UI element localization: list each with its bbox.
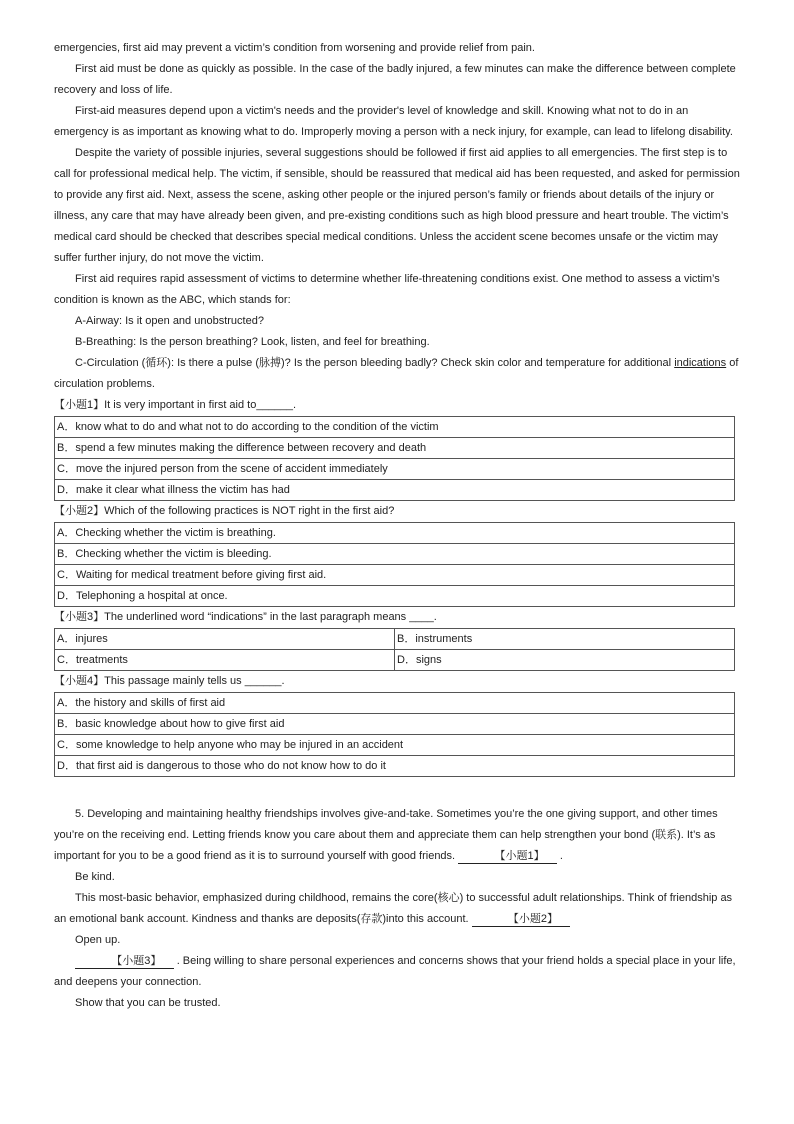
circulation-text-end: of circulation problems.: [54, 357, 739, 390]
question-3-options: [54, 628, 735, 671]
passage5-heading-trusted: Show that you can be trusted.: [75, 997, 221, 1009]
passage5-paragraph-3: [54, 951, 740, 993]
passage5-heading-open-up: Open up.: [75, 934, 121, 946]
passage4-paragraph: First aid requires rapid assessment of victims to determine whether life-threatening conditions exist. One method to assess a victim’s condition is known as the ABC, which stands for:: [54, 273, 720, 306]
passage5-text-end: .: [556, 850, 563, 862]
blank-label: 【小题1】: [494, 850, 545, 862]
question-1-option-a[interactable]: A．know what to do and what not to do according to the condition of the victim: [55, 417, 735, 438]
question-2-options: [54, 522, 735, 607]
passage4-paragraph: First aid must be done as quickly as possible. In the case of the badly injured, a few minutes can make the difference between complete recovery and loss of life.: [54, 63, 736, 96]
question-3-title: 【小题3】The underlined word “indications” in the last paragraph means ____.: [54, 611, 437, 623]
passage5-text: 5. Developing and maintaining healthy friendships involves give-and-take. Sometimes you’re the one giving support, and other times you’re on the receiving end. Letting friends know you care about them and appreciate them can help strengthen your bond (联系). It’s as important for you to be a good friend as it is to surround yourself with good friends.: [54, 808, 718, 862]
circulation-text: C-Circulation (循环): Is there a pulse (脉搏)? Is the person bleeding badly? Check skin color and temperature for additional: [75, 357, 675, 369]
answer-blank-2[interactable]: [472, 912, 571, 927]
passage4-paragraph: Despite the variety of possible injuries, several suggestions should be followed if first aid applies to all emergencies. The first step is to call for professional medical help. The victim, if sensible, should be reassured that medical aid has been requested, and asked for permission to provide any first aid. Next, assess the scene, asking other people or the injured person’s family or friends about details of the injury or illness, any care that may have already been given, and pre-existing conditions such as high blood pressure and heart trouble. The victim’s medical card should be checked that describes special medical conditions. Unless the accident scene becomes unsafe or the victim may suffer further injury, do not move the victim.: [54, 147, 740, 264]
underlined-word-indications: indications: [674, 357, 727, 369]
abc-breathing: B-Breathing: Is the person breathing? Look, listen, and feel for breathing.: [75, 336, 430, 348]
passage5-text: . Being willing to share personal experiences and concerns shows that your friend holds a special place in your life, and deepens your connection.: [54, 955, 736, 988]
abc-circulation: [54, 353, 740, 395]
question-1-option-d[interactable]: D．make it clear what illness the victim has had: [55, 480, 735, 501]
question-3-option-d[interactable]: D．signs: [395, 650, 735, 671]
question-3-option-b[interactable]: B．instruments: [395, 629, 735, 650]
question-1-title: 【小题1】It is very important in first aid to______.: [54, 399, 297, 411]
question-4-title: 【小题4】This passage mainly tells us ______.: [54, 675, 285, 687]
question-1-options: [54, 416, 735, 501]
answer-blank-1[interactable]: [458, 849, 557, 864]
question-2-option-d[interactable]: D．Telephoning a hospital at once.: [55, 586, 735, 607]
question-1-option-b[interactable]: B．spend a few minutes making the difference between recovery and death: [55, 438, 735, 459]
abc-airway: A-Airway: Is it open and unobstructed?: [75, 315, 264, 327]
passage5-paragraph-2: [54, 888, 740, 930]
section-spacer: [54, 777, 740, 804]
answer-blank-3[interactable]: [75, 954, 174, 969]
blank-label: 【小题2】: [507, 913, 559, 925]
question-2-title: 【小题2】Which of the following practices is NOT right in the first aid?: [54, 505, 395, 517]
question-3-option-a[interactable]: A．injures: [55, 629, 395, 650]
question-4-option-d[interactable]: D．that first aid is dangerous to those who do not know how to do it: [55, 756, 735, 777]
question-4-option-a[interactable]: A．the history and skills of first aid: [55, 693, 735, 714]
passage4-paragraph: emergencies, first aid may prevent a victim’s condition from worsening and provide relief from pain.: [54, 42, 535, 54]
passage5-heading-be-kind: Be kind.: [75, 871, 115, 883]
question-3-option-c[interactable]: C．treatments: [55, 650, 395, 671]
question-2-option-a[interactable]: A．Checking whether the victim is breathing.: [55, 523, 735, 544]
question-2-option-b[interactable]: B．Checking whether the victim is bleeding.: [55, 544, 735, 565]
document-page: [54, 38, 740, 1014]
question-4-option-b[interactable]: B．basic knowledge about how to give first aid: [55, 714, 735, 735]
blank-label: 【小题3】: [111, 955, 162, 967]
question-1-option-c[interactable]: C．move the injured person from the scene of accident immediately: [55, 459, 735, 480]
passage5-text: This most-basic behavior, emphasized during childhood, remains the core(核心) to successful adult relationships. Think of friendship as an emotional bank account. Kindness and thanks are deposits(存款)into this account.: [54, 892, 733, 925]
question-2-option-c[interactable]: C．Waiting for medical treatment before giving first aid.: [55, 565, 735, 586]
passage5-paragraph-1: [54, 804, 740, 867]
passage4-paragraph: First-aid measures depend upon a victim's needs and the provider's level of knowledge and skill. Knowing what not to do in an emergency is as important as knowing what to do. Improperly moving a person with a neck injury, for example, can lead to lifelong disability.: [54, 105, 733, 138]
question-4-options: [54, 692, 735, 777]
question-4-option-c[interactable]: C．some knowledge to help anyone who may be injured in an accident: [55, 735, 735, 756]
